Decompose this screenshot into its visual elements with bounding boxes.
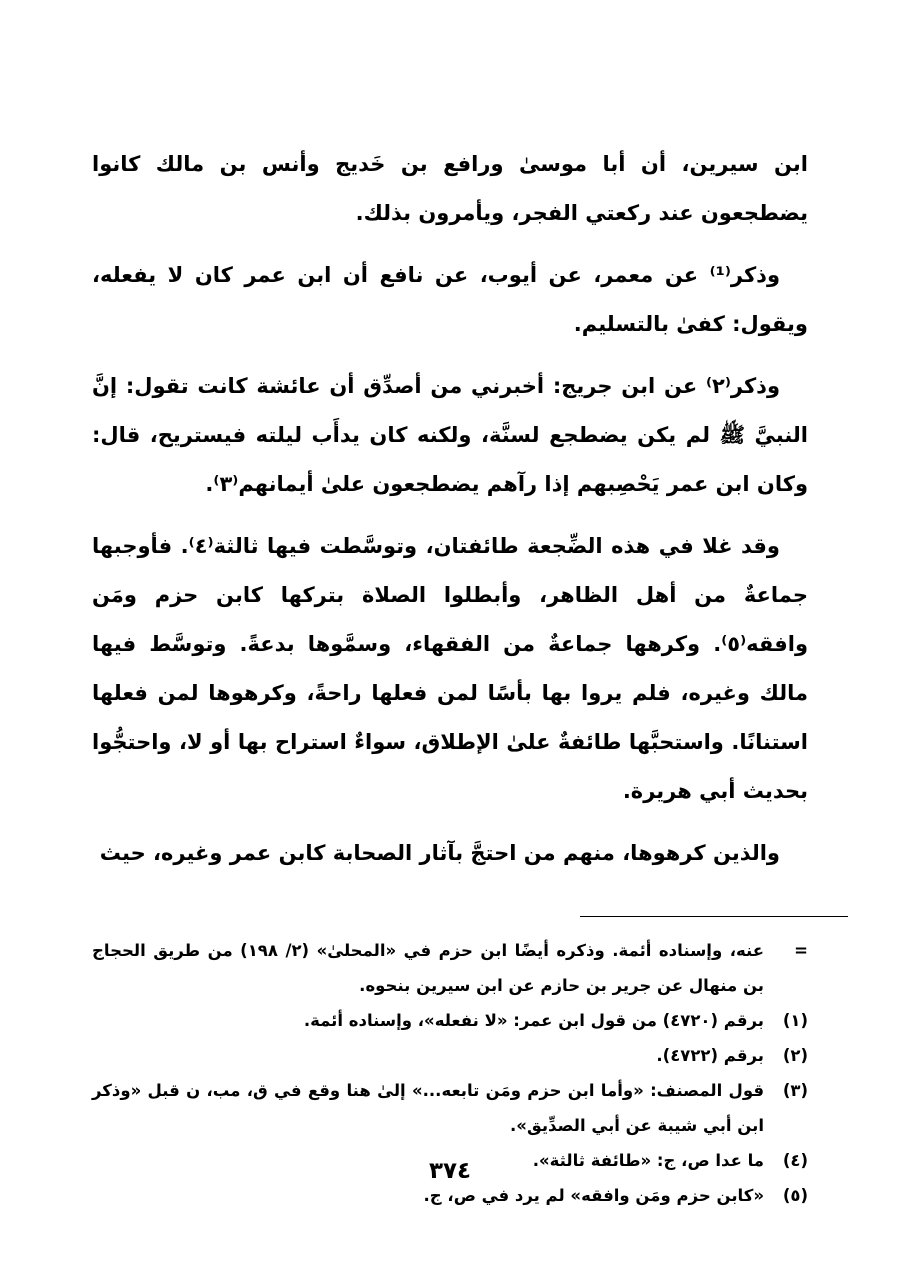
footnote-marker: = [794,941,808,960]
footnote-1 [92,1003,808,1038]
paragraph-2: وذكر⁽¹⁾ عن معمر، عن أيوب، عن نافع أن ابن عمر كان لا يفعله، ويقول: كفىٰ بالتسليم. [92,263,808,336]
footnote-2 [92,1038,808,1073]
paragraph-3: وذكر⁽٢⁾ عن ابن جريج: أخبرني من أصدِّق أن عائشة كانت تقول: إنَّ النبيَّ ﷺ لم يكن يضطجع لسنَّة، ولكنه كان يدأَب ليلته فيستريح، قال: وكان ابن عمر يَحْصِبهم إذا رآهم يضطجعون علىٰ أيمانهم⁽٣⁾. [92,374,808,496]
footnote-marker: (٣) [782,1081,808,1100]
main-text [92,140,808,878]
page-number: ٣٧٤ [428,1158,472,1184]
footnote-text: قول المصنف: «وأما ابن حزم ومَن تابعه...» إلىٰ هنا وقع في ق، مب، ن قبل «وذكر ابن أبي شيبة عن أبي الصدِّيق». [92,1081,764,1135]
footnote-text: ما عدا ص، ج: «طائفة ثالثة». [532,1151,764,1170]
paragraph-1: ابن سيرين، أن أبا موسىٰ ورافع بن خَديج وأنس بن مالك كانوا يضطجعون عند ركعتي الفجر، ويأمرون بذلك. [92,152,808,225]
footnote-marker: (٢) [782,1046,808,1065]
footnote-continuation [92,933,808,1003]
footnote-divider [580,916,848,917]
footnote-text: عنه، وإسناده أئمة. وذكره أيضًا ابن حزم في «المحلىٰ» (٢/ ١٩٨) من طريق الحجاج بن منهال عن جرير بن حازم عن ابن سيرين بنحوه. [92,941,764,995]
footnote-text: برقم (٤٧٢٠) من قول ابن عمر: «لا نفعله»، وإسناده أئمة. [303,1011,764,1030]
footnote-marker: (٤) [782,1151,808,1170]
footnote-3 [92,1073,808,1143]
footnote-marker: (١) [782,1011,808,1030]
paragraph-4: وقد غلا في هذه الضِّجعة طائفتان، وتوسَّطت فيها ثالثة⁽٤⁾. فأوجبها جماعةٌ من أهل الظاهر، وأبطلوا الصلاة بتركها كابن حزم ومَن وافقه⁽٥⁾. وكرهها جماعةٌ من الفقهاء، وسمَّوها بدعةً. وتوسَّط فيها مالك وغيره، فلم يروا بها بأسًا لمن فعلها راحةً، وكرهوها لمن فعلها استنانًا. واستحبَّها طائفةٌ علىٰ الإطلاق، سواءٌ استراح بها أو لا، واحتجُّوا بحديث أبي هريرة. [92,534,808,803]
footnote-text: «كابن حزم ومَن وافقه» لم يرد في ص، ج. [423,1186,764,1205]
footnote-text: برقم (٤٧٢٢). [656,1046,764,1065]
paragraph-5: والذين كرهوها، منهم من احتجَّ بآثار الصحابة كابن عمر وغيره، حيث [99,841,780,865]
footnote-marker: (٥) [782,1186,808,1205]
